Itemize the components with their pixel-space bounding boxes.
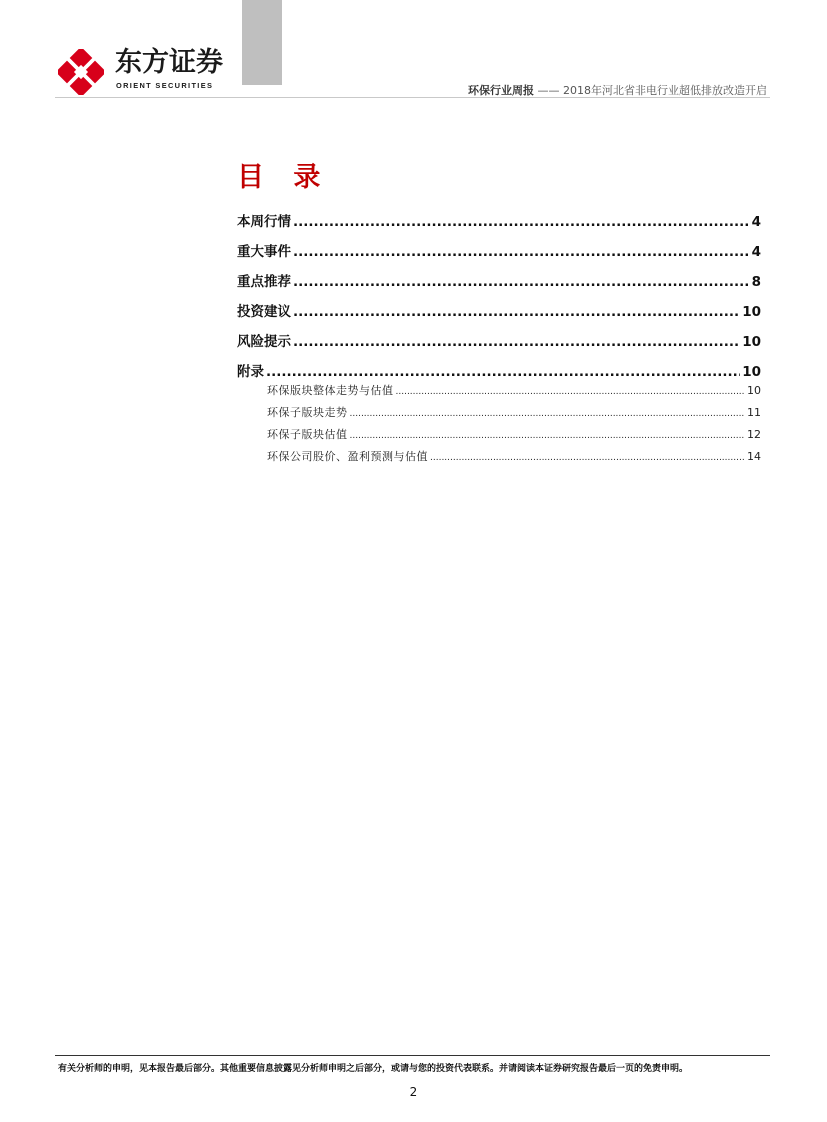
toc-sub-entry[interactable] <box>267 426 761 448</box>
toc-entry-label: 投资建议 <box>237 304 291 320</box>
toc-entry-page: 8 <box>751 274 761 290</box>
toc-sub-entry[interactable] <box>267 382 761 404</box>
toc-sub-entry-page: 12 <box>747 428 761 441</box>
toc-sub-entry-page: 14 <box>747 450 761 463</box>
toc-entry[interactable] <box>237 270 761 300</box>
report-series: 环保行业周报 <box>468 84 534 97</box>
footer-divider <box>55 1055 770 1056</box>
report-header-title <box>468 82 767 98</box>
toc-entry[interactable] <box>237 240 761 270</box>
toc-entry-page: 10 <box>742 304 761 320</box>
toc-dot-leader <box>350 409 746 419</box>
company-logo <box>55 45 225 97</box>
toc-entry[interactable] <box>237 210 761 240</box>
toc-entry-page: 4 <box>751 244 761 260</box>
toc-entry[interactable] <box>237 330 761 360</box>
toc-dot-leader <box>350 431 746 441</box>
toc-sub-entry[interactable] <box>267 404 761 426</box>
toc-heading: 目 录 <box>237 162 331 193</box>
toc-sub-entry-page: 10 <box>747 384 761 397</box>
header-separator: —— <box>534 84 563 97</box>
toc-sub-entry-label: 环保版块整体走势与估值 <box>267 384 394 397</box>
orient-logo-icon <box>58 49 104 95</box>
toc-entry-label: 重点推荐 <box>237 274 291 290</box>
page-number: 2 <box>409 1085 418 1099</box>
logo-english-name: ORIENT SECURITIES <box>116 81 214 90</box>
toc-sub-entry-label: 环保子版块走势 <box>267 406 348 419</box>
toc-entry-page: 4 <box>751 214 761 230</box>
table-of-contents <box>237 210 761 470</box>
toc-dot-leader <box>396 387 746 397</box>
toc-entry-label: 附录 <box>237 364 264 380</box>
toc-sub-entry-page: 11 <box>747 406 761 419</box>
toc-dot-leader <box>293 334 740 350</box>
toc-dot-leader <box>293 274 750 290</box>
header-divider <box>55 97 770 98</box>
toc-dot-leader <box>293 244 750 260</box>
toc-entry-label: 本周行情 <box>237 214 291 230</box>
toc-entry[interactable] <box>237 360 761 382</box>
footer-disclaimer: 有关分析师的申明，见本报告最后部分。其他重要信息披露见分析师申明之后部分，或请与您的投资代表联系。并请阅读本证券研究报告最后一页的免责申明。 <box>58 1064 689 1074</box>
header-gray-tab <box>242 0 282 85</box>
toc-sub-entry-label: 环保公司股价、盈利预测与估值 <box>267 450 428 463</box>
toc-sub-entry[interactable] <box>267 448 761 470</box>
toc-entry[interactable] <box>237 300 761 330</box>
toc-entry-page: 10 <box>742 364 761 380</box>
toc-entry-label: 风险提示 <box>237 334 291 350</box>
toc-entry-label: 重大事件 <box>237 244 291 260</box>
toc-dot-leader <box>293 304 740 320</box>
toc-entry-page: 10 <box>742 334 761 350</box>
toc-sub-entry-label: 环保子版块估值 <box>267 428 348 441</box>
logo-chinese-name: 东方证券 <box>115 47 223 78</box>
toc-dot-leader <box>266 364 740 380</box>
toc-dot-leader <box>293 214 750 230</box>
toc-dot-leader <box>430 453 745 463</box>
report-title: 2018年河北省非电行业超低排放改造开启 <box>563 84 767 97</box>
